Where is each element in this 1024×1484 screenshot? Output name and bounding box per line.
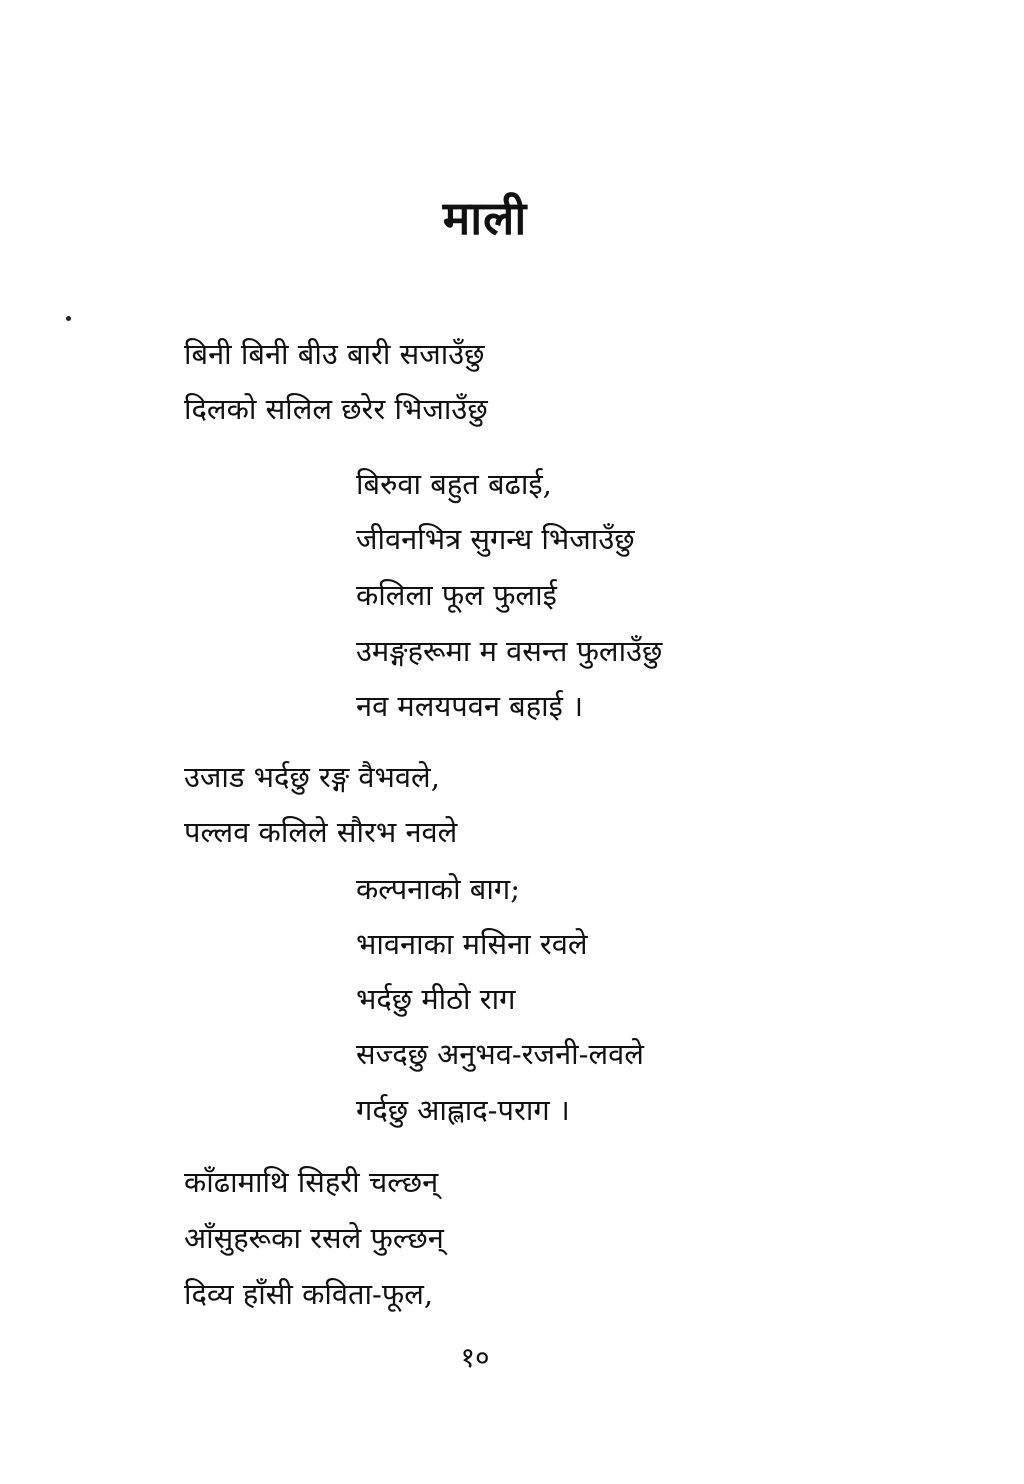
- poem-line: जीवनभित्र सुगन्ध भिजाउँछु: [356, 522, 635, 556]
- poem-line: भावनाका मसिना रवले: [356, 927, 588, 961]
- poem-line: गर्दछु आह्लाद-पराग ।: [356, 1093, 570, 1127]
- poem-line: दिलको सलिल छरेर भिजाउँछु: [184, 392, 488, 426]
- poem-line: कलिला फूल फुलाई: [356, 578, 557, 612]
- poem-line: उमङ्गहरूमा म वसन्त फुलाउँछु: [356, 634, 663, 668]
- poem-line: बिरुवा बहुत बढाई,: [356, 467, 552, 501]
- poem-line: कल्पनाको बाग;: [356, 872, 520, 906]
- poem-title: माली: [442, 191, 528, 245]
- poem-line: दिव्य हाँसी कविता-फूल,: [184, 1277, 434, 1311]
- poem-line: काँढामाथि सिहरी चल्छन्: [184, 1165, 439, 1199]
- poem-line: नव मलयपवन बहाई ।: [356, 689, 584, 723]
- poem-line: पल्लव कलिले सौरभ नवले: [184, 815, 458, 849]
- page-number: १०: [460, 1341, 490, 1374]
- poem-line: बिनी बिनी बीउ बारी सजाउँछु: [184, 337, 485, 371]
- poem-line: भर्दछु मीठो राग: [356, 982, 516, 1016]
- poem-line: सज्दछु अनुभव-रजनी-लवले: [356, 1037, 644, 1071]
- poem-line: उजाड भर्दछु रङ्ग वैभवले,: [184, 760, 440, 794]
- margin-speck: [66, 316, 71, 321]
- poem-line: आँसुहरूका रसले फुल्छन्: [184, 1221, 444, 1255]
